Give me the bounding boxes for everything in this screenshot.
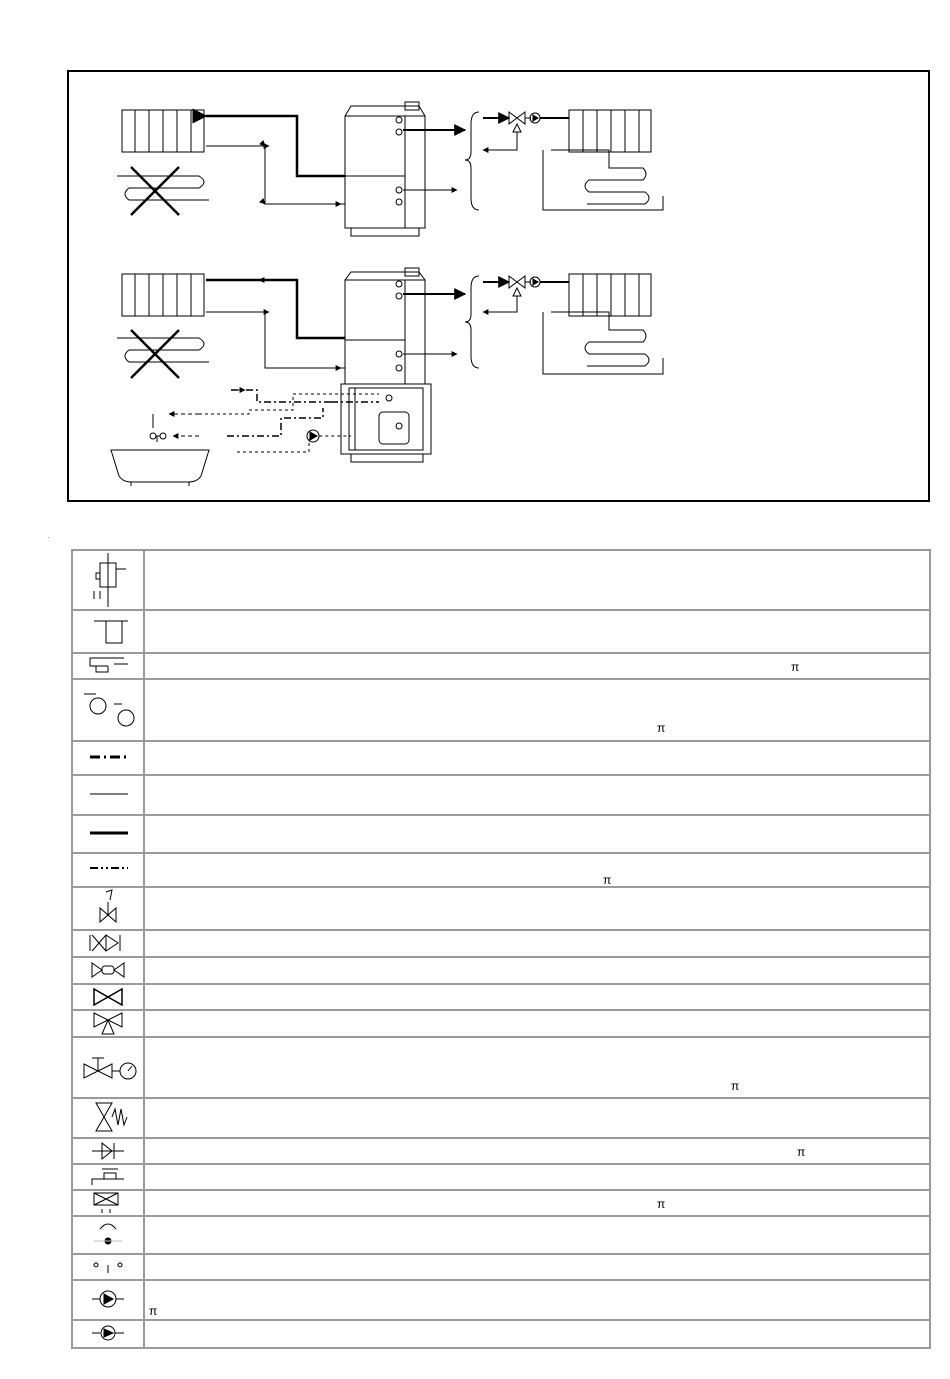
legend-symbol-cell	[72, 1164, 144, 1190]
gate-valve-icon	[78, 985, 138, 1009]
legend-row	[72, 775, 930, 815]
sensor-icon	[78, 1217, 138, 1251]
legend-description-cell	[144, 679, 930, 741]
legend-description-cell	[144, 815, 930, 853]
bottom-scheme	[111, 268, 663, 486]
legend-symbol-cell	[72, 550, 144, 610]
legend-row	[72, 957, 930, 984]
tank-icon	[78, 611, 138, 651]
legend-symbol-cell	[72, 887, 144, 930]
legend-description-cell	[144, 1280, 930, 1320]
thin-line-icon	[78, 776, 138, 812]
legend-note: π	[731, 1079, 740, 1093]
radiator-icon	[569, 110, 651, 152]
legend-description-cell	[144, 550, 930, 610]
legend-symbol-cell	[72, 957, 144, 984]
legend-note: π	[657, 721, 666, 735]
legend-symbol-cell	[72, 1320, 144, 1348]
boiler-unit-icon	[345, 268, 425, 384]
legend-symbol-cell	[72, 610, 144, 653]
legend-description-cell	[144, 1010, 930, 1037]
legend-row	[72, 1010, 930, 1037]
safety-valve-icon	[78, 1099, 138, 1135]
dash-dot-line-icon	[78, 742, 138, 772]
legend-description-cell	[144, 853, 930, 887]
thick-line-icon	[78, 816, 138, 850]
legend-description-cell	[144, 1216, 930, 1254]
circulator-icon	[78, 1321, 138, 1345]
pump-icon	[78, 1281, 138, 1317]
legend-row	[72, 853, 930, 887]
legend-row	[72, 741, 930, 775]
legend-symbol-cell	[72, 679, 144, 741]
legend-symbol-cell	[72, 1010, 144, 1037]
legend-row	[72, 984, 930, 1010]
legend-description-cell	[144, 1037, 930, 1098]
legend-symbol-cell	[72, 1138, 144, 1164]
legend-symbol-cell	[72, 1280, 144, 1320]
balancing-valve-icon	[78, 1191, 138, 1215]
expansion-vessel-icon	[78, 551, 138, 609]
thermostat-icon	[78, 1255, 138, 1279]
legend-row	[72, 1138, 930, 1164]
boiler-unit-icon	[345, 102, 425, 236]
legend-note: π	[603, 873, 612, 887]
legend-row	[72, 1280, 930, 1320]
legend-description-cell	[144, 1254, 930, 1280]
legend-row	[72, 1164, 930, 1190]
legend-row	[72, 1254, 930, 1280]
legend-description-cell	[144, 610, 930, 653]
legend-description-cell	[144, 930, 930, 957]
legend-description-cell	[144, 957, 930, 984]
legend-row	[72, 653, 930, 679]
legend-row	[72, 1320, 930, 1348]
legend-row	[72, 1216, 930, 1254]
legend-description-cell	[144, 1138, 930, 1164]
legend-description-cell	[144, 984, 930, 1010]
drain-tap-icon	[78, 654, 138, 678]
radiator-icon	[122, 274, 204, 316]
legend-note: π	[149, 1304, 158, 1318]
legend-symbol-cell	[72, 1190, 144, 1216]
bathtub-icon	[111, 450, 209, 486]
legend-symbol-cell	[72, 1254, 144, 1280]
legend-row	[72, 930, 930, 957]
legend-symbol-cell	[72, 1037, 144, 1098]
legend-note: π	[797, 1145, 806, 1159]
strainer-valve-icon	[78, 931, 138, 955]
legend-row	[72, 610, 930, 653]
legend-symbol-cell	[72, 1098, 144, 1138]
legend-table	[71, 549, 931, 1349]
legend-description-cell	[144, 1098, 930, 1138]
legend-description-cell	[144, 1190, 930, 1216]
three-way-valve-icon	[78, 1011, 138, 1035]
legend-description-cell	[144, 1320, 930, 1348]
legend-symbol-cell	[72, 815, 144, 853]
legend-symbol-cell	[72, 653, 144, 679]
top-scheme	[117, 102, 663, 236]
legend-symbol-cell	[72, 741, 144, 775]
air-vent-icon	[78, 1165, 138, 1189]
thermostatic-valve-gauge-icon	[76, 1038, 140, 1096]
legend-row	[72, 887, 930, 930]
legend-row	[72, 1098, 930, 1138]
legend-description-cell	[144, 1164, 930, 1190]
legend-note: π	[791, 660, 800, 674]
solenoid-valve-icon	[78, 888, 138, 928]
legend-symbol-cell	[72, 1216, 144, 1254]
legend-description-cell	[144, 741, 930, 775]
legend-row	[72, 679, 930, 741]
union-valve-icon	[78, 958, 138, 982]
legend-row	[72, 815, 930, 853]
installation-diagram	[67, 70, 930, 502]
legend-row	[72, 550, 930, 610]
legend-symbol-cell	[72, 984, 144, 1010]
crossed-floor-heating-icon	[117, 167, 209, 215]
pressure-gauge-icon	[78, 680, 138, 738]
legend-description-cell	[144, 775, 930, 815]
legend-symbol-cell	[72, 930, 144, 957]
legend-row	[72, 1190, 930, 1216]
legend-description-cell	[144, 887, 930, 930]
dash-dot-dot-line-icon	[78, 854, 138, 884]
legend-symbol-cell	[72, 853, 144, 887]
water-heater-unit-icon	[341, 384, 431, 462]
radiator-icon	[569, 274, 651, 316]
legend-description-cell	[144, 653, 930, 679]
check-valve-icon	[78, 1139, 138, 1163]
legend-row	[72, 1037, 930, 1098]
legend-symbol-cell	[72, 775, 144, 815]
crossed-floor-heating-icon	[117, 330, 209, 378]
radiator-icon	[122, 110, 204, 152]
tap-icon	[150, 433, 166, 442]
legend-note: π	[657, 1197, 666, 1211]
